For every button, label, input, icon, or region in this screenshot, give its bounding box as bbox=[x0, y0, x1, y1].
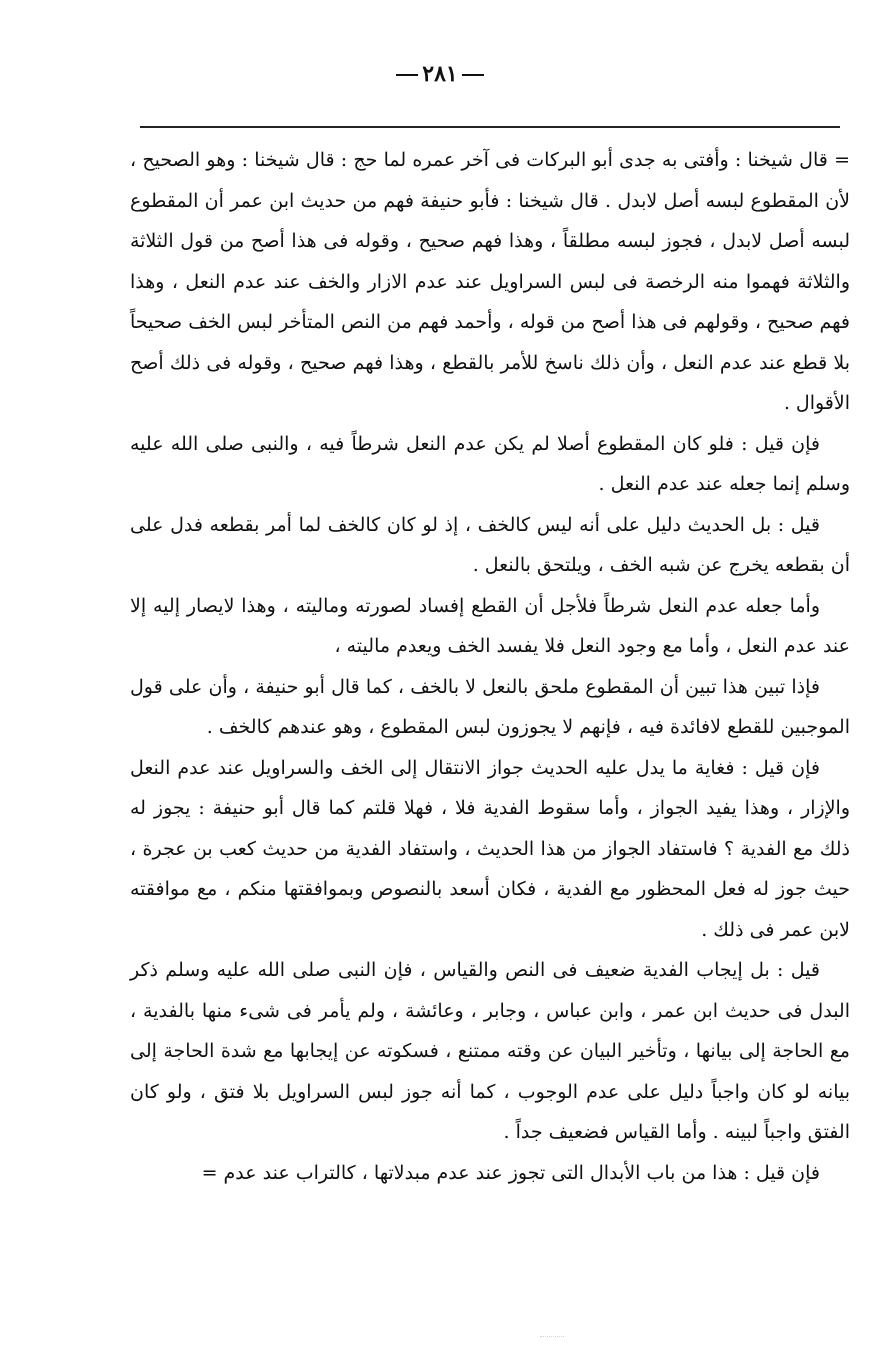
paragraph: فإن قيل : هذا من باب الأبدال التى تجوز عند عدم مبدلاتها ، كالتراب عند عدم = bbox=[201, 1161, 820, 1184]
page-body bbox=[130, 140, 850, 1250]
page-number-dash-left bbox=[396, 74, 418, 76]
paragraph: = قال شيخنا : وأفتى به جدى أبو البركات فى آخر عمره لما حج : قال شيخنا : وهو الصحيح ، لأن المقطوع لبسه أصل لابدل . قال شيخنا : فأبو حنيفة فهم من حديث ابن عمر أن المقطوع لبسه أصل لابدل ، فجوز لبسه مطلقاً ، وهذا فهم صحيح ، وقوله فى هذا أصح من قول الثلاثة والثلاثة فهموا منه الرخصة فى لبس السراويل عند عدم الازار والخف عند عدم النعل ، وهذا فهم صحيح ، وقولهم فى هذا أصح من قوله ، وأحمد فهم من النص المتأخر لبس الخف صحيحاً بلا قطع عند عدم النعل ، وأن ذلك ناسخ للأمر بالقطع ، وهذا فهم صحيح ، وقوله فى ذلك أصح الأقوال . bbox=[130, 149, 850, 414]
page-number bbox=[0, 60, 880, 88]
paragraph: قيل : بل إيجاب الفدية ضعيف فى النص والقياس ، فإن النبى صلى الله عليه وسلم ذكر البدل فى حديث ابن عمر ، وابن عباس ، وجابر ، وعائشة ، ولم يأمر فى شىء منها بالفدية ، مع الحاجة إلى بيانها ، وتأخير البيان عن وقته ممتنع ، فسكوته عن إيجابها مع شدة الحاجة إلى بيانه لو كان واجباً دليل على عدم الوجوب ، كما أنه جوز لبس السراويل بلا فتق ، ولو كان الفتق واجباً لبينه . وأما القياس فضعيف جداً . bbox=[130, 959, 850, 1143]
paragraph: وأما جعله عدم النعل شرطاً فلأجل أن القطع إفساد لصورته وماليته ، وهذا لايصار إليه إلا عند عدم النعل ، وأما مع وجود النعل فلا يفسد الخف ويعدم ماليته ، bbox=[130, 594, 850, 657]
paragraph: فإن قيل : فلو كان المقطوع أصلا لم يكن عدم النعل شرطاً فيه ، والنبى صلى الله عليه وسلم إنما جعله عند عدم النعل . bbox=[130, 432, 850, 495]
scan-artifact bbox=[540, 1336, 564, 1349]
paragraph: فإن قيل : فغاية ما يدل عليه الحديث جواز الانتقال إلى الخف والسراويل عند عدم النعل والإزار ، وهذا يفيد الجواز ، وأما سقوط الفدية فلا ، فهلا قلتم كما قال أبو حنيفة : يجوز له ذلك مع الفدية ؟ فاستفاد الجواز من هذا الحديث ، واستفاد الفدية من حديث كعب بن عجرة ، حيث جوز له فعل المحظور مع الفدية ، فكان أسعد بالنصوص وبموافقتها منكم ، مع موافقته لابن عمر فى ذلك . bbox=[130, 756, 850, 941]
page-number-dash-right bbox=[462, 74, 484, 76]
page-number-text: ٢٨١ bbox=[422, 61, 458, 87]
paragraph: قيل : بل الحديث دليل على أنه ليس كالخف ، إذ لو كان كالخف لما أمر بقطعه فدل على أن بقطعه يخرج عن شبه الخف ، ويلتحق بالنعل . bbox=[130, 513, 850, 576]
header-rule bbox=[140, 126, 840, 128]
paragraph: فإذا تبين هذا تبين أن المقطوع ملحق بالنعل لا بالخف ، كما قال أبو حنيفة ، وأن على قول الموجبين للقطع لافائدة فيه ، فإنهم لا يجوزون لبس المقطوع ، وهو عندهم كالخف . bbox=[130, 675, 850, 738]
